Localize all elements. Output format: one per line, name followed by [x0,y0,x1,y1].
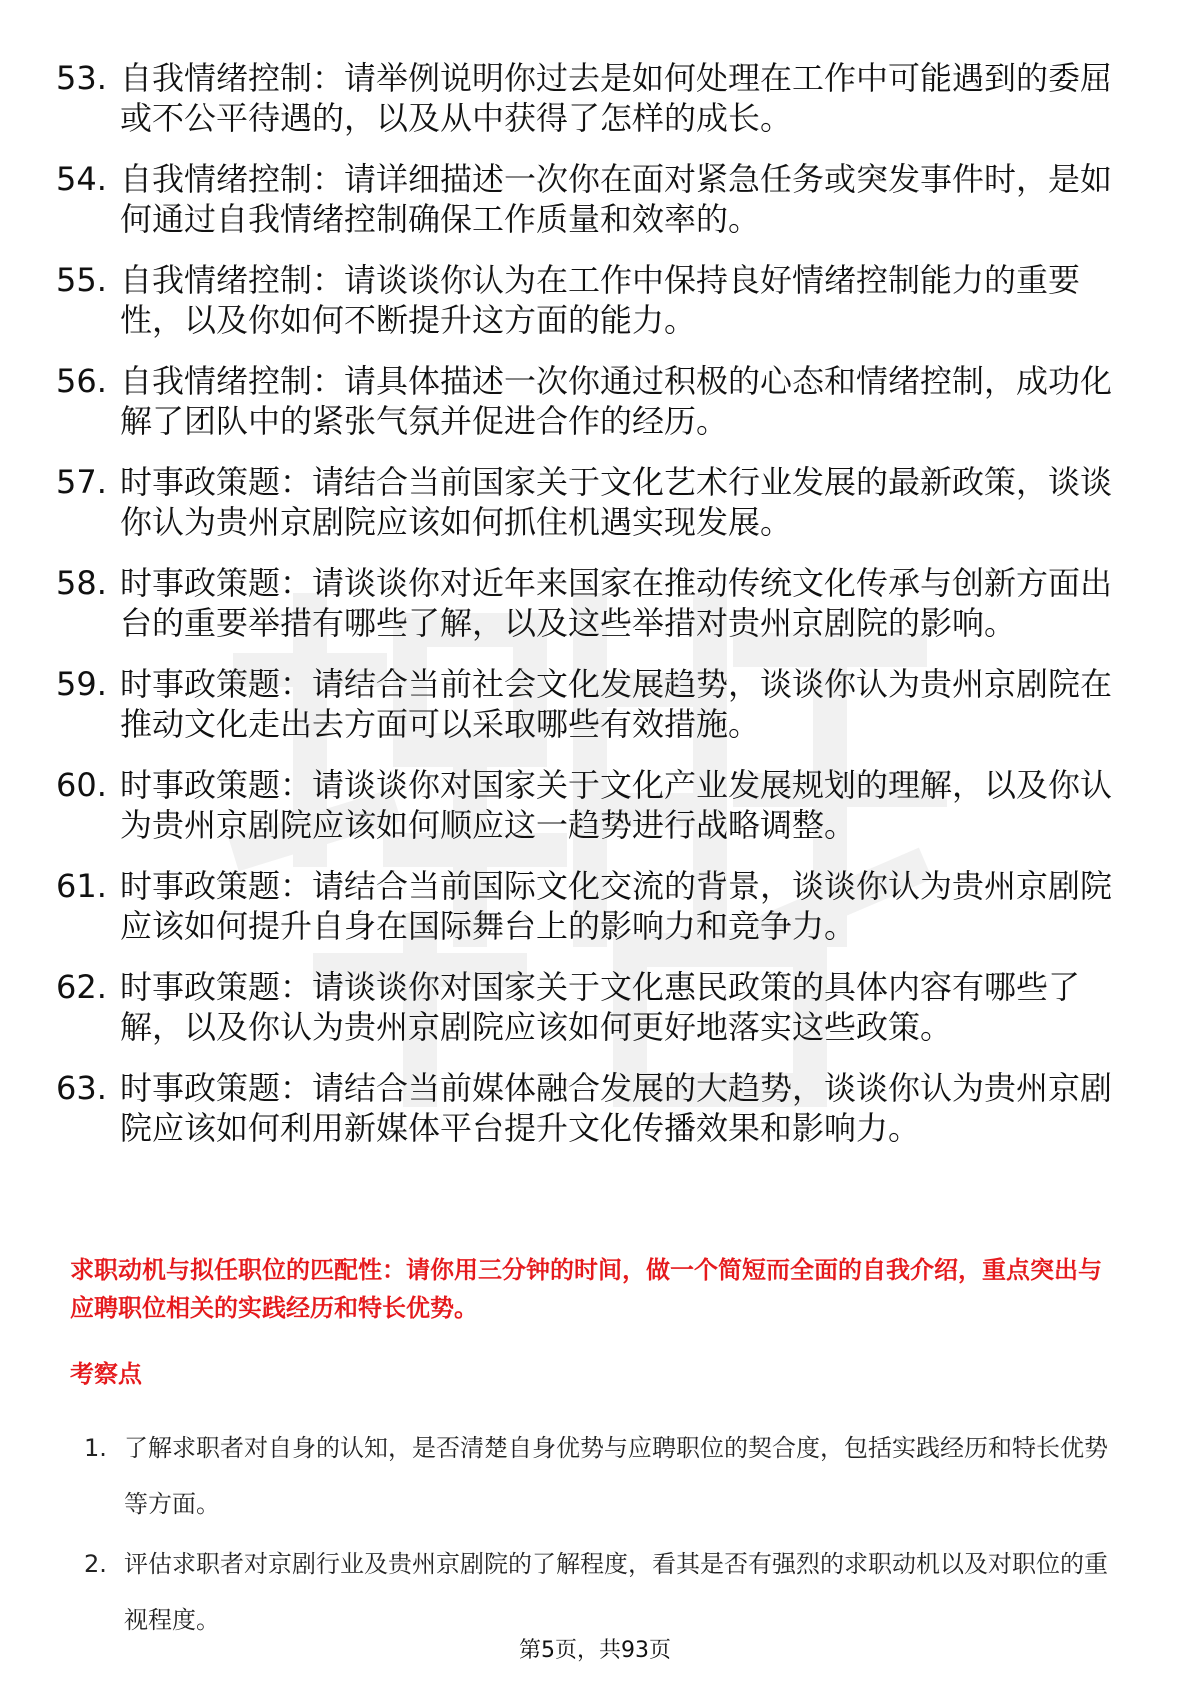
assessment-point [84,1420,1120,1532]
assessment-point [84,1536,1120,1648]
question-item [56,159,1116,239]
question-text: 自我情绪控制：请详细描述一次你在面对紧急任务或突发事件时，是如何通过自我情绪控制确保工作质量和效率的。 [120,160,1113,238]
section-intro: 求职动机与拟任职位的匹配性：请你用三分钟的时间，做一个简短而全面的自我介绍，重点突出与应聘职位相关的实践经历和特长优势。 [70,1256,1102,1322]
question-number: 63. [56,1069,107,1107]
question-text: 时事政策题：请结合当前国家关于文化艺术行业发展的最新政策，谈谈你认为贵州京剧院应该如何抓住机遇实现发展。 [120,463,1113,541]
point-text: 评估求职者对京剧行业及贵州京剧院的了解程度，看其是否有强烈的求职动机以及对职位的重视程度。 [124,1550,1108,1634]
question-number: 54. [56,160,107,198]
question-number: 59. [56,665,107,703]
question-number: 57. [56,463,107,501]
question-item [56,765,1116,845]
question-text: 时事政策题：请结合当前国际文化交流的背景，谈谈你认为贵州京剧院应该如何提升自身在国际舞台上的影响力和竞争力。 [120,867,1113,945]
question-item [56,967,1116,1047]
question-number: 55. [56,261,107,299]
question-number: 53. [56,59,107,97]
question-item [56,260,1116,340]
question-text: 自我情绪控制：请谈谈你认为在工作中保持良好情绪控制能力的重要性，以及你如何不断提升这方面的能力。 [120,261,1081,339]
question-text: 自我情绪控制：请具体描述一次你通过积极的心态和情绪控制，成功化解了团队中的紧张气氛并促进合作的经历。 [120,362,1113,440]
question-item [56,866,1116,946]
answer-section [70,1251,1120,1390]
question-list [56,58,1116,1169]
question-item [56,1068,1116,1148]
question-number: 62. [56,968,107,1006]
point-number: 2. [84,1550,107,1578]
question-text: 自我情绪控制：请举例说明你过去是如何处理在工作中可能遇到的委屈或不公平待遇的，以及从中获得了怎样的成长。 [120,59,1113,137]
question-item [56,664,1116,744]
question-item [56,462,1116,542]
question-number: 61. [56,867,107,905]
question-item [56,361,1116,441]
page-footer: 第5页，共93页 [519,1638,671,1663]
question-number: 58. [56,564,107,602]
assessment-points [84,1420,1120,1652]
question-number: 56. [56,362,107,400]
question-text: 时事政策题：请谈谈你对国家关于文化惠民政策的具体内容有哪些了解，以及你认为贵州京剧院应该如何更好地落实这些政策。 [120,968,1081,1046]
question-number: 60. [56,766,107,804]
question-text: 时事政策题：请结合当前社会文化发展趋势，谈谈你认为贵州京剧院在推动文化走出去方面可以采取哪些有效措施。 [120,665,1113,743]
question-item [56,58,1116,138]
question-text: 时事政策题：请结合当前媒体融合发展的大趋势，谈谈你认为贵州京剧院应该如何利用新媒体平台提升文化传播效果和影响力。 [120,1069,1113,1147]
question-item [56,563,1116,643]
section-heading: 考察点 [70,1360,142,1388]
point-number: 1. [84,1434,107,1462]
question-text: 时事政策题：请谈谈你对近年来国家在推动传统文化传承与创新方面出台的重要举措有哪些了解，以及这些举措对贵州京剧院的影响。 [120,564,1113,642]
point-text: 了解求职者对自身的认知，是否清楚自身优势与应聘职位的契合度，包括实践经历和特长优势等方面。 [124,1434,1108,1518]
question-text: 时事政策题：请谈谈你对国家关于文化产业发展规划的理解，以及你认为贵州京剧院应该如何顺应这一趋势进行战略调整。 [120,766,1113,844]
